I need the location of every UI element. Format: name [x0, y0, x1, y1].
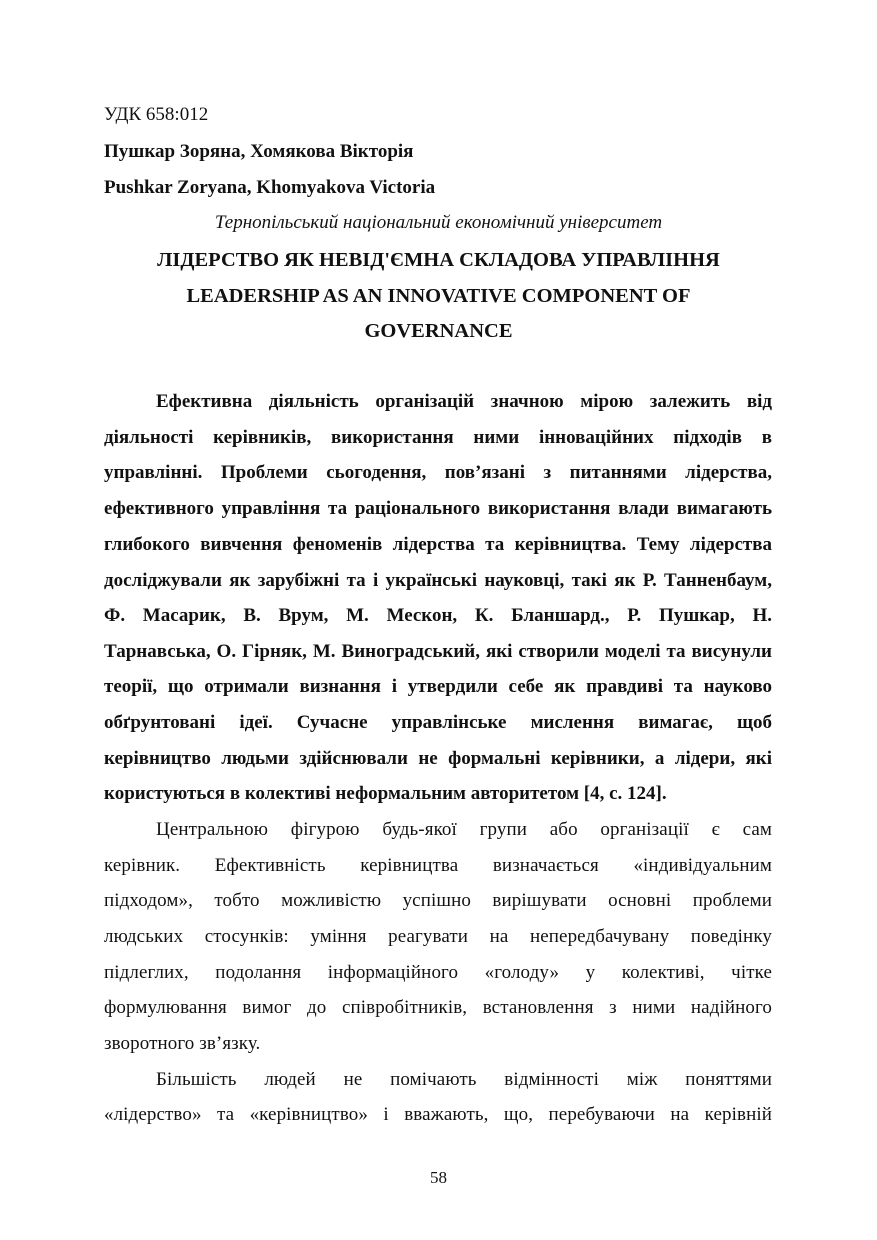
title-line-english-2: GOVERNANCE: [364, 320, 513, 342]
affiliation: Тернопільський національний економічний університет: [214, 212, 663, 233]
title-line-ukrainian: ЛІДЕРСТВО ЯК НЕВІД'ЄМНА СКЛАДОВА УПРАВЛІННЯ: [157, 249, 720, 271]
paragraph-line: ефективного управління та раціонального використання влади вимагають: [104, 498, 772, 519]
paragraph-line: глибокого вивчення феноменів лідерства та керівництва. Тему лідерства: [104, 534, 772, 555]
paragraph-line: користуються в колективі неформальним авторитетом [4, с. 124].: [104, 783, 667, 804]
title-line-english-1: LEADERSHIP AS AN INNOVATIVE COMPONENT OF: [186, 285, 691, 307]
paragraph-line: Ф. Масарик, В. Врум, М. Мескон, К. Бланшард., Р. Пушкар, Н.: [104, 605, 772, 626]
paragraph-line: керівник. Ефективність керівництва визначається «індивідуальним: [104, 855, 772, 876]
paragraph-line: обґрунтовані ідеї. Сучасне управлінське мислення вимагає, щоб: [104, 712, 772, 733]
authors-ukrainian: Пушкар Зоряна, Хомякова Вікторія: [104, 141, 414, 162]
paragraph-line: теорії, що отримали визнання і утвердили себе як правдиві та науково: [104, 676, 772, 697]
paragraph-line: людських стосунків: уміння реагувати на непередбачувану поведінку: [104, 926, 772, 947]
paragraph-line: Більшість людей не помічають відмінності між поняттями: [156, 1069, 772, 1090]
paragraph-line: Ефективна діяльність організацій значною мірою залежить від: [156, 391, 772, 412]
paragraph-line: «лідерство» та «керівництво» і вважають, що, перебуваючи на керівній: [104, 1104, 772, 1125]
page-number: 58: [430, 1168, 447, 1187]
paragraph-line: Центральною фігурою будь-якої групи або організації є сам: [156, 819, 772, 840]
paragraph-line: досліджували як зарубіжні та і українські науковці, такі як Р. Танненбаум,: [104, 570, 772, 591]
paragraph-line: управлінні. Проблеми сьогодення, пов’язані з питаннями лідерства,: [104, 462, 772, 483]
paragraph-line: діяльності керівників, використання ними інноваційних підходів в: [104, 427, 772, 448]
authors-english: Pushkar Zoryana, Khomyakova Victoria: [104, 177, 436, 198]
paragraph-line: керівництво людьми здійснювали не формальні керівники, а лідери, які: [104, 748, 772, 769]
paragraph-line: Тарнавська, О. Гірняк, М. Виноградський, які створили моделі та висунули: [104, 641, 772, 662]
paragraph-line: підходом», тобто можливістю успішно вирішувати основні проблеми: [104, 890, 772, 911]
paragraph-line: формулювання вимог до співробітників, встановлення з ними надійного: [104, 997, 772, 1018]
udk-code: УДК 658:012: [104, 104, 209, 125]
paragraph-line: підлеглих, подолання інформаційного «голоду» у колективі, чітке: [104, 962, 772, 983]
paragraph-line: зворотного зв’язку.: [104, 1033, 261, 1054]
